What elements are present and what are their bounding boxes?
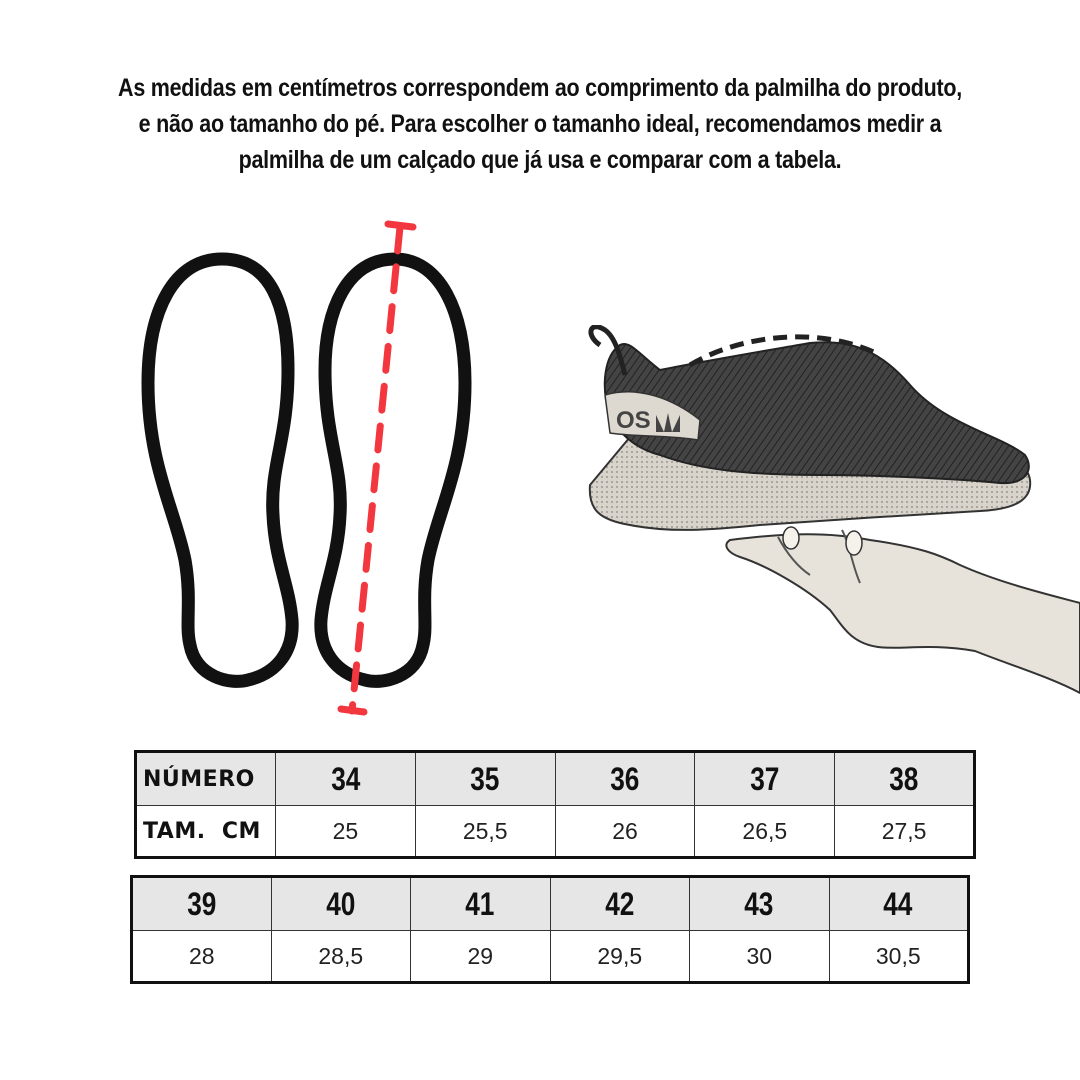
cm-cell (550, 931, 690, 983)
size-cell (835, 752, 975, 806)
size-table-39-44 (130, 875, 970, 984)
intro-paragraph: As medidas em centímetros correspondem ao comprimento da palmilha do produto, e não ao tamanho do pé. Para escolher o tamanho ideal, recomendamos medir a palmilha de um calçado que já usa e comparar com a tabela. (118, 74, 962, 174)
cm-cell (411, 931, 551, 983)
size-cm-row (136, 806, 975, 858)
size-cell (132, 877, 272, 931)
size-number: 38 (889, 760, 919, 797)
measure-dashed-line (352, 227, 400, 711)
size-number: 36 (610, 760, 640, 797)
size-number: 44 (883, 885, 913, 922)
cm-cell (132, 931, 272, 983)
size-cm-row (132, 931, 969, 983)
numero-label-cell (136, 752, 276, 806)
cm-cell (690, 931, 830, 983)
insole-illustration (130, 215, 490, 725)
size-cell (829, 877, 969, 931)
size-number: 41 (465, 885, 495, 922)
tam-cm-label: TAM. CM (143, 818, 261, 844)
measure-line-bottom-cap (341, 709, 364, 712)
cm-value: 28 (188, 942, 215, 969)
cm-value: 26 (612, 817, 638, 844)
size-number: 39 (187, 885, 217, 922)
size-number: 40 (326, 885, 356, 922)
hand-illustration (726, 527, 1080, 693)
size-cell (690, 877, 830, 931)
size-cell (695, 752, 835, 806)
cm-value: 28,5 (318, 942, 364, 969)
cm-value: 25,5 (462, 817, 508, 844)
size-cell (276, 752, 416, 806)
shoe-logo-text: OS (616, 407, 651, 434)
cm-value: 30,5 (875, 942, 921, 969)
size-cell (550, 877, 690, 931)
numero-label: NÚMERO (143, 766, 255, 792)
size-number: 42 (605, 885, 635, 922)
cm-value: 29,5 (597, 942, 643, 969)
tam-cm-label-cell (136, 806, 276, 858)
shoe-in-hand-illustration (580, 325, 1080, 705)
size-cell (415, 752, 555, 806)
size-cell (271, 877, 411, 931)
size-table-34-38 (134, 750, 976, 859)
cm-value: 26,5 (742, 817, 788, 844)
cm-cell (555, 806, 695, 858)
cm-cell (829, 931, 969, 983)
size-number: 37 (750, 760, 780, 797)
size-number-row (132, 877, 969, 931)
cm-value: 30 (746, 942, 773, 969)
cm-cell (276, 806, 416, 858)
cm-value: 25 (332, 817, 359, 844)
cm-cell (415, 806, 555, 858)
size-number: 34 (330, 760, 360, 797)
cm-cell (835, 806, 975, 858)
left-insole-outline (148, 259, 292, 681)
cm-value: 29 (467, 942, 494, 969)
size-number: 35 (470, 760, 500, 797)
cm-value: 27,5 (881, 817, 927, 844)
cm-cell (695, 806, 835, 858)
size-number: 43 (744, 885, 774, 922)
size-cell (411, 877, 551, 931)
size-cell (555, 752, 695, 806)
cm-cell (271, 931, 411, 983)
size-number-row (136, 752, 975, 806)
shoe-body (590, 327, 1030, 530)
